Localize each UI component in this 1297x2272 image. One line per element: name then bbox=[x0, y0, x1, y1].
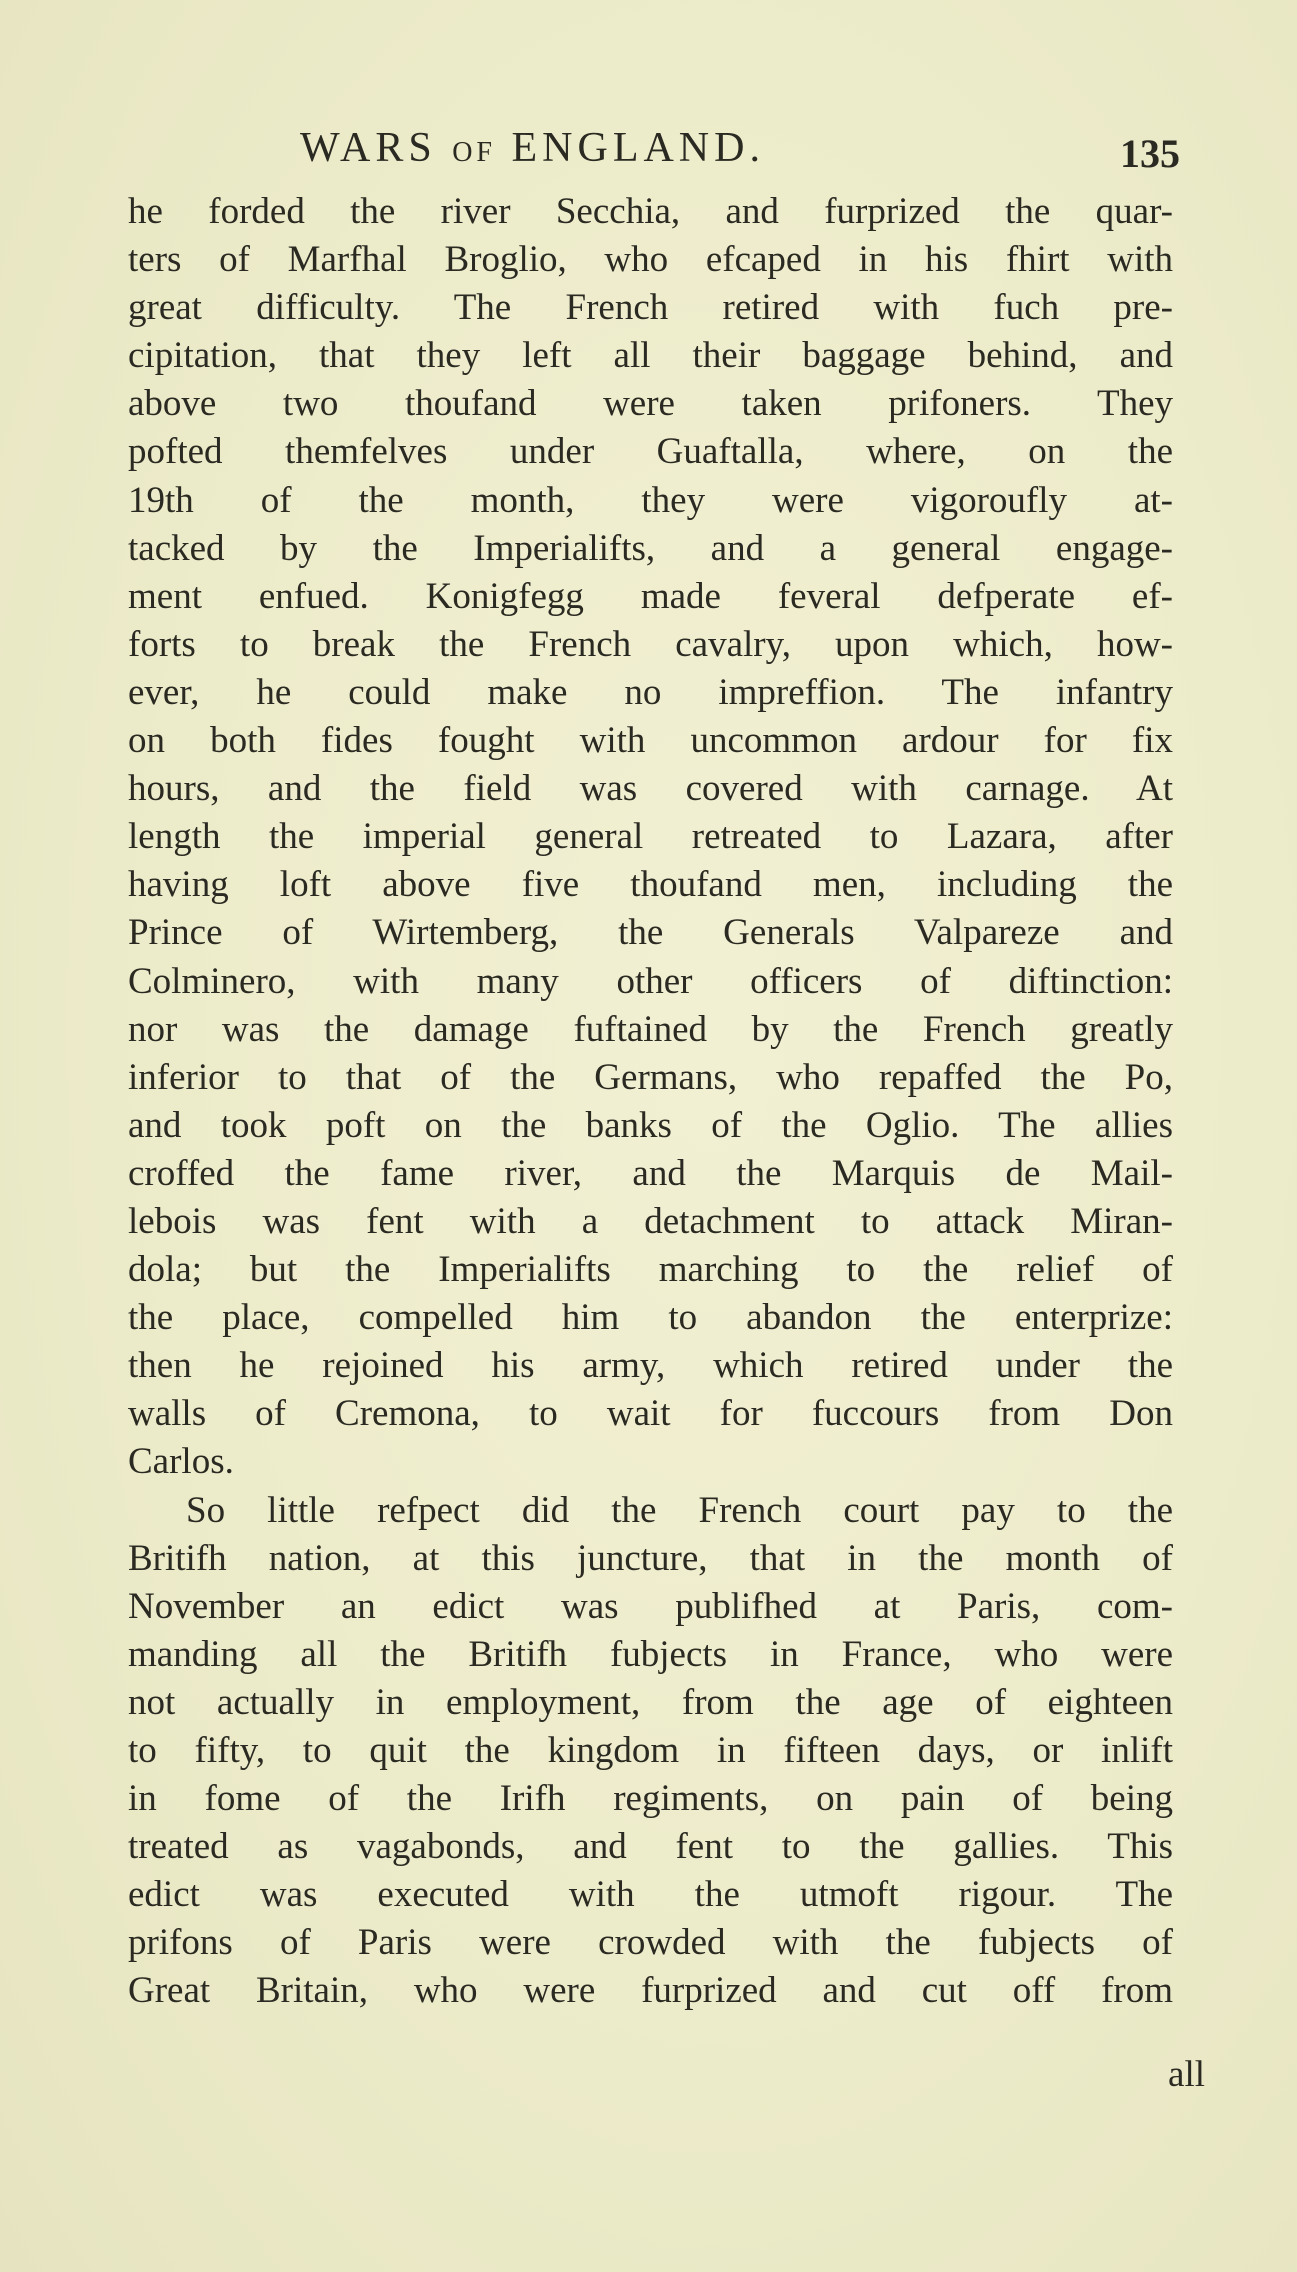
text-line: prifons of Paris were crowded with the fubjects of bbox=[128, 1922, 1173, 1964]
text-line: ment enfued. Konigfegg made feveral defperate ef- bbox=[128, 575, 1173, 617]
text-line: Great Britain, who were furprized and cut off from bbox=[128, 1970, 1173, 2012]
body-text bbox=[128, 188, 1173, 2016]
text-line: and took poft on the banks of the Oglio. The allies bbox=[128, 1104, 1173, 1146]
text-line: dola; but the Imperialifts marching to the relief of bbox=[128, 1249, 1173, 1291]
text-line: inferior to that of the Germans, who repaffed the Po, bbox=[128, 1056, 1173, 1098]
text-line: ever, he could make no impreffion. The infantry bbox=[128, 671, 1173, 713]
text-line: having loft above five thoufand men, including the bbox=[128, 864, 1173, 906]
text-line: great difficulty. The French retired with fuch pre- bbox=[128, 287, 1173, 329]
text-line: croffed the fame river, and the Marquis de Mail- bbox=[128, 1152, 1173, 1194]
text-line: ters of Marfhal Broglio, who efcaped in his fhirt with bbox=[128, 239, 1173, 281]
text-line: to fifty, to quit the kingdom in fifteen days, or inlift bbox=[128, 1730, 1173, 1771]
paragraph-end-line: Carlos. bbox=[128, 1441, 234, 1483]
text-line: then he rejoined his army, which retired under the bbox=[128, 1345, 1173, 1387]
text-line: tacked by the Imperialifts, and a general engage- bbox=[128, 527, 1173, 569]
text-line: on both fides fought with uncommon ardour for fix bbox=[128, 720, 1173, 762]
running-title-of: OF bbox=[452, 137, 496, 168]
text-line: nor was the damage fuftained by the French greatly bbox=[128, 1008, 1173, 1050]
running-title-england: ENGLAND. bbox=[496, 125, 765, 171]
text-line: Colminero, with many other officers of diftinction: bbox=[128, 960, 1173, 1002]
text-line: length the imperial general retreated to Lazara, after bbox=[128, 816, 1173, 858]
text-line: manding all the Britifh fubjects in France, who were bbox=[128, 1633, 1173, 1675]
running-title bbox=[300, 124, 765, 172]
text-line: the place, compelled him to abandon the enterprize: bbox=[128, 1297, 1173, 1339]
text-line: Britifh nation, at this juncture, that in the month of bbox=[128, 1537, 1173, 1579]
text-line: above two thoufand were taken prifoners. They bbox=[128, 383, 1173, 425]
text-line: hours, and the field was covered with carnage. At bbox=[128, 768, 1173, 810]
text-line: lebois was fent with a detachment to attack Miran- bbox=[128, 1200, 1173, 1242]
text-line: in fome of the Irifh regiments, on pain of being bbox=[128, 1778, 1173, 1820]
paragraph-start-line: So little refpect did the French court pay to the bbox=[186, 1489, 1173, 1531]
running-title-wars: WARS bbox=[300, 125, 453, 171]
text-line: November an edict was publifhed at Paris, com- bbox=[128, 1585, 1173, 1627]
text-line: edict was executed with the utmoft rigour. The bbox=[128, 1874, 1173, 1916]
text-line: he forded the river Secchia, and furprized the quar- bbox=[128, 191, 1173, 232]
text-line: not actually in employment, from the age of eighteen bbox=[128, 1681, 1173, 1723]
text-line: walls of Cremona, to wait for fuccours from Don bbox=[128, 1393, 1173, 1435]
page-number: 135 bbox=[1120, 131, 1180, 176]
text-line: 19th of the month, they were vigoroufly at- bbox=[128, 479, 1173, 521]
page-header bbox=[300, 124, 1250, 184]
catchword: all bbox=[1168, 2054, 1205, 2095]
text-line: pofted themfelves under Guaftalla, where, on the bbox=[128, 431, 1173, 473]
text-line: Prince of Wirtemberg, the Generals Valpareze and bbox=[128, 912, 1173, 954]
text-line: treated as vagabonds, and fent to the gallies. This bbox=[128, 1826, 1173, 1868]
text-line: forts to break the French cavalry, upon which, how- bbox=[128, 623, 1173, 665]
text-line: cipitation, that they left all their baggage behind, and bbox=[128, 335, 1173, 377]
